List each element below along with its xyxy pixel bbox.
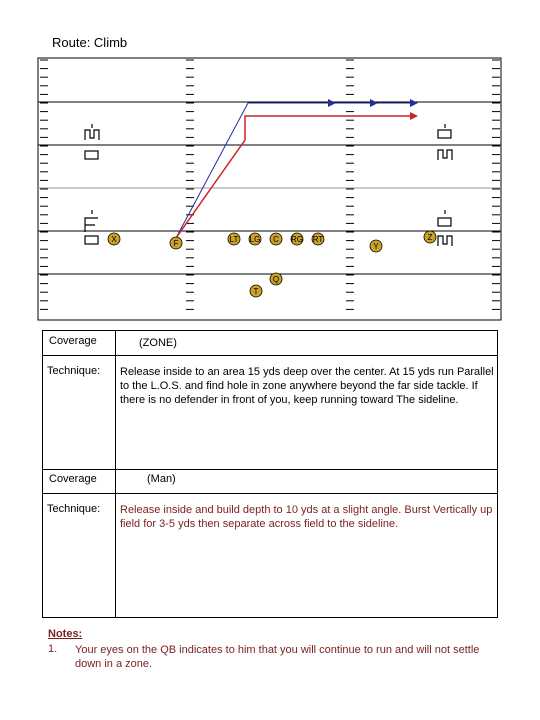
zone-coverage-label: Coverage — [49, 335, 97, 347]
table-divider — [43, 355, 497, 356]
zone-technique-text: Release inside to an area 15 yds deep over the center. At 15 yds run Parallel to the L.O.S. and find hole in zone anywhere beyond the far side tackle. If there is no defender in front of you, keep running toward The sideline. — [120, 366, 494, 406]
man-technique-label: Technique: — [47, 503, 101, 515]
player-c — [270, 233, 282, 245]
note-text: Your eyes on the QB indicates to him that you will continue to run and will not settle down in a zone. — [75, 644, 480, 670]
player-z — [424, 231, 436, 243]
player-lt — [228, 233, 240, 245]
notes-heading: Notes: — [48, 628, 83, 640]
player-label: T — [253, 287, 259, 296]
player-label: RT — [312, 235, 324, 244]
player-f — [170, 237, 182, 249]
table-divider — [115, 331, 116, 617]
man-technique-text: Release inside and build depth to 10 yds at a slight angle. Burst Vertically up field for 3-5 yds then separate across field to the sideline. — [120, 504, 493, 530]
player-x — [108, 233, 120, 245]
player-label: Q — [272, 275, 280, 284]
technique-table — [42, 330, 498, 618]
player-label: F — [173, 239, 179, 248]
player-lg — [249, 233, 261, 245]
table-divider — [43, 493, 497, 494]
zone-coverage-value: (ZONE) — [139, 337, 177, 349]
play-diagram — [0, 0, 540, 330]
player-label: RG — [291, 235, 303, 244]
player-label: C — [273, 235, 279, 244]
player-q — [270, 273, 282, 285]
player-y — [370, 240, 382, 252]
player-t — [250, 285, 262, 297]
man-coverage-label: Coverage — [49, 473, 97, 485]
player-label: LG — [249, 235, 261, 244]
zone-technique-label: Technique: — [47, 365, 101, 377]
table-divider — [43, 469, 497, 470]
player-label: Y — [373, 242, 379, 251]
player-label: Z — [427, 233, 433, 242]
player-label: LT — [229, 235, 239, 244]
player-rg — [291, 233, 303, 245]
player-rt — [312, 233, 324, 245]
player-label: X — [111, 235, 117, 244]
note-number: 1. — [48, 643, 58, 655]
man-coverage-value: (Man) — [147, 473, 176, 485]
page-title: Route: Climb — [52, 35, 128, 50]
field-border — [38, 58, 501, 320]
